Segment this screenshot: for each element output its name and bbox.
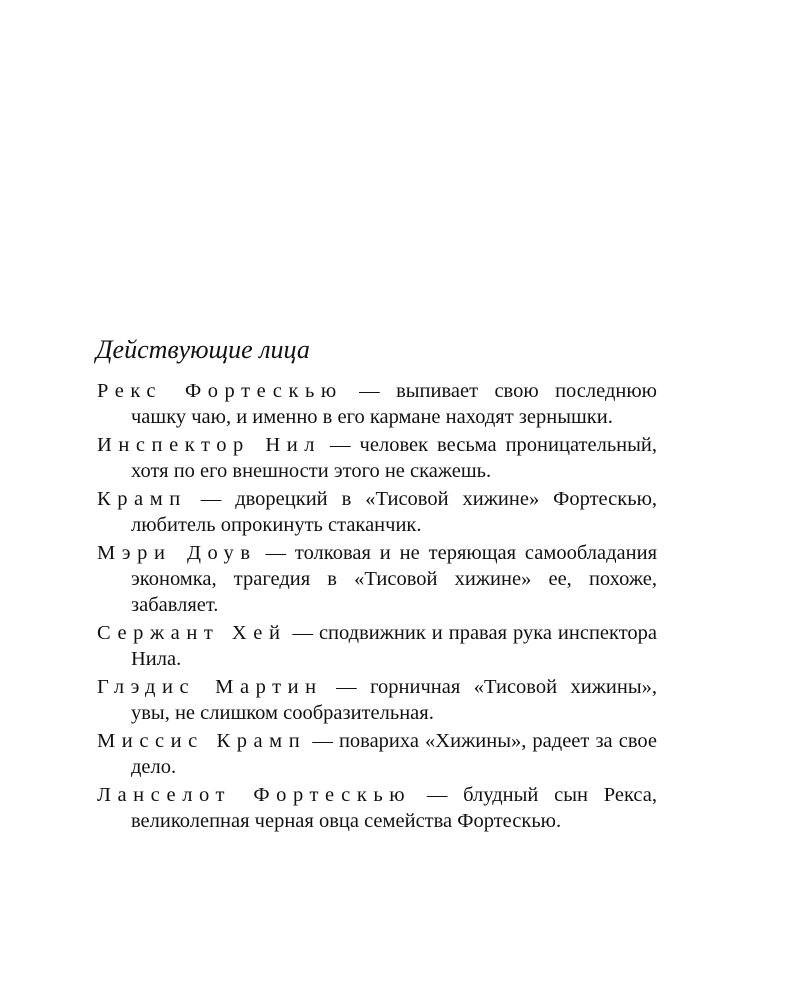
character-description: — блудный сын Рекса, великолепная черная овца семейства Фортескью. [131,784,657,832]
character-description: — дворецкий в «Тисовой хижине» Фортескью, любитель опрокинуть стаканчик. [131,488,658,536]
character-description: — сподвижник и правая рука инспектора Нила. [131,622,658,670]
character-name: Мэри Доув [97,542,257,564]
character-entry [97,486,657,538]
character-name: Глэдис Мартин [97,676,323,698]
character-description: — выпивает свою последнюю чашку чаю, и именно в его кармане находят зернышки. [131,380,657,428]
character-description: — толковая и не теряющая самообладания экономка, трагедия в «Тисовой хижине» ее, похоже, забавляет. [131,542,657,616]
character-entry [97,728,657,780]
character-name: Рекс Фортескью [97,380,343,402]
character-entry [97,782,657,834]
character-list [97,378,657,836]
character-description: — человек весьма проницательный, хотя по его внешности этого не скажешь. [131,434,658,482]
character-name: Ланселот Фортескью [97,784,412,806]
page-title: Действующие лица [96,335,310,364]
character-entry [97,620,657,672]
character-entry [97,674,657,726]
character-name: Миссис Крамп [97,730,307,752]
character-description: — повариха «Хижины», радеет за свое дело. [131,730,657,778]
character-name: Инспектор Нил [97,434,322,456]
character-entry [97,540,657,618]
character-name: Сержант Хей [97,622,287,644]
character-description: — горничная «Тисовой хижины», увы, не слишком сообразительная. [131,676,657,724]
character-entry [97,432,657,484]
character-entry [97,378,657,430]
character-name: Крамп [97,488,187,510]
